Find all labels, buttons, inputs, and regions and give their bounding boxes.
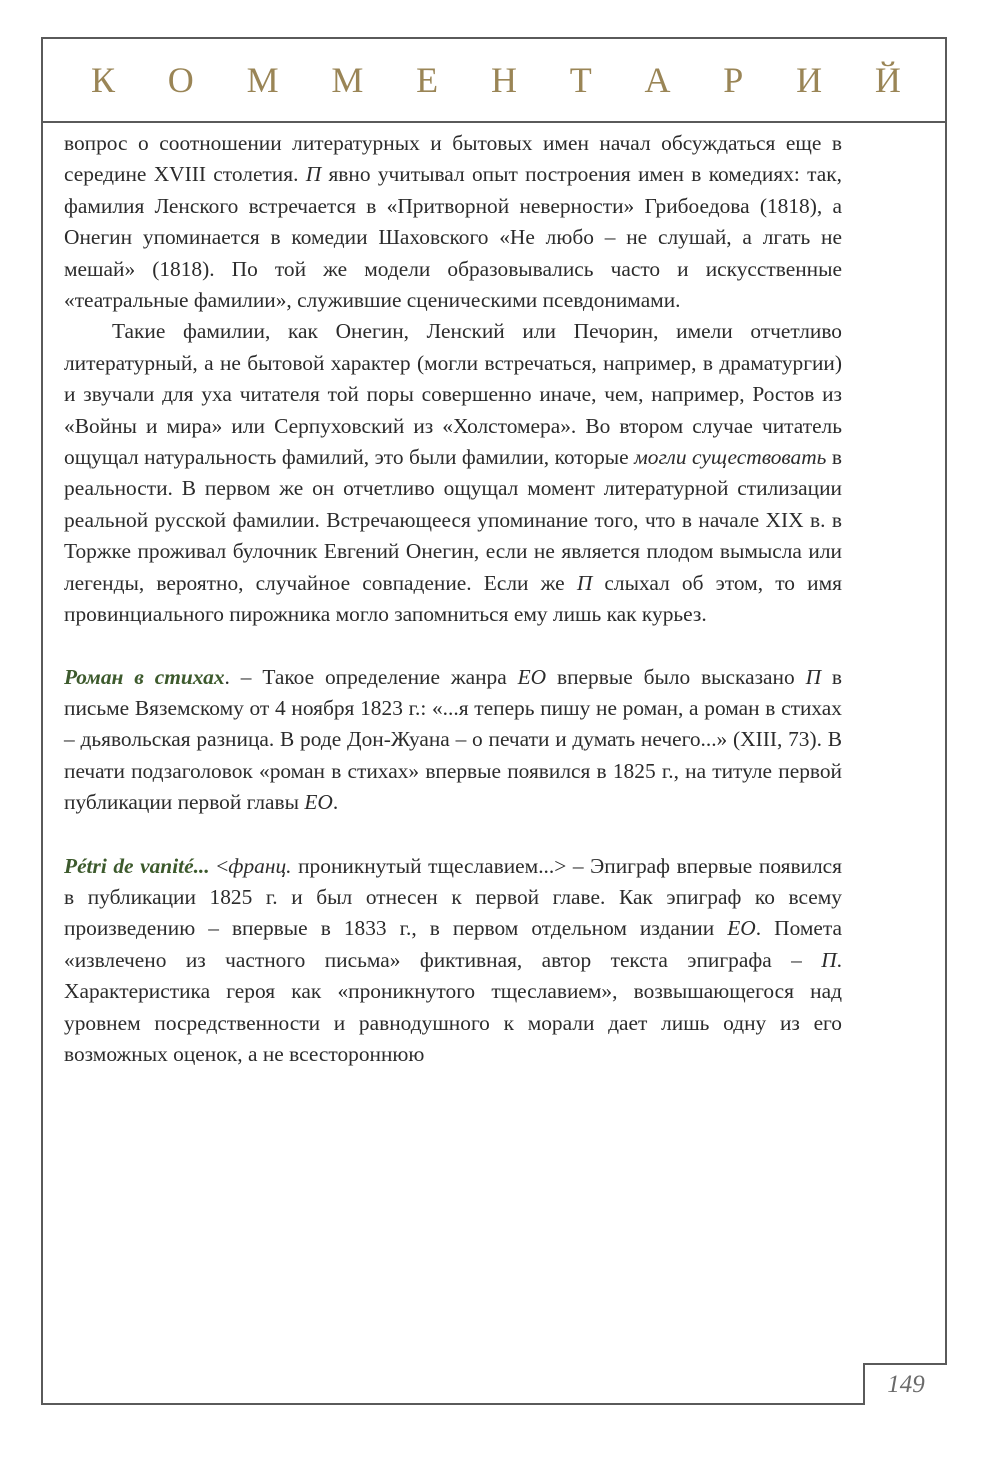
text-run: Такие фамилии, как Онегин, Ленский или Печорин, имели отчетливо литературный, а не бытовой характер (могли встречаться, например, в драматургии) и звучали для уха читателя той поры совершенно иначе, чем, например, Ростов из «Войны и мира» или Серпуховский из «Холстомера». Во втором случае читатель ощущал натуральность фамилий, это были фамилии, которые	[64, 319, 842, 470]
page-number-box	[863, 1363, 947, 1405]
header-letter-8: А	[644, 60, 671, 100]
entry-term: Pétri de vanité...	[64, 853, 210, 878]
author-abbrev: П	[305, 162, 322, 187]
text-run: впервые было высказано	[546, 664, 806, 689]
italic-phrase: могли существовать	[634, 445, 827, 470]
text-run: в письме Вяземскому от 4 ноября 1823 г.: «...я теперь пишу не роман, а роман в стихах – дьявольская разница. В роде Дон-Жуана – о печати и думать нечего...» (XIII, 73). В печати подзаголовок «роман в стихах» впервые появился в 1825 г., на титуле первой публикации первой главы	[64, 664, 842, 815]
header-letter-5: Е	[416, 60, 439, 100]
paragraph-1	[64, 128, 842, 316]
language-note: франц.	[228, 853, 292, 878]
text-run: явно учитывал опыт построения имен в комедиях: так, фамилия Ленского встречается в «Притворной неверности» Грибоедова (1818), а Онегин упоминается в комедии Шаховского «Не любо – не слушай, а лгать не мешай» (1818). По той же модели образовывались часто и искусственные «театральные фамилии», служившие сценическими псевдонимами.	[64, 162, 842, 313]
header-letter-1: К	[91, 60, 116, 100]
page-number: 149	[887, 1371, 925, 1398]
header-letter-3: М	[246, 60, 279, 100]
text-run: слыхал об этом, то имя провинциального пирожника могло запомниться ему лишь как курьез.	[64, 570, 842, 627]
text-run: . Характеристика героя как «проникнутого тщеславием», возвышающегося над уровнем посредственности и равнодушного к морали дает лишь одну из его возможных оценок, а не всестороннюю	[64, 947, 842, 1066]
header-letter-6: Н	[490, 60, 517, 100]
work-abbrev: ЕО	[517, 664, 547, 689]
body-text	[64, 128, 842, 1070]
text-run: .	[332, 790, 339, 815]
author-abbrev: П	[821, 947, 837, 972]
section-gap	[64, 631, 842, 662]
entry-petri-de-vanite	[64, 851, 842, 1071]
text-run: . Помета «извлечено из частного письма» фиктивная, автор текста эпиграфа –	[64, 916, 842, 972]
text-run: проникнутый тщеславием...> – Эпиграф впервые появился в публикации 1825 г. и был отнесен к первой главе. Как эпиграф ко всему произведению – впервые в 1833 г., в первом отдельном издании	[64, 853, 842, 941]
work-abbrev: ЕО	[727, 916, 756, 941]
author-abbrev: П	[576, 570, 593, 595]
work-abbrev: ЕО	[304, 790, 333, 815]
paragraph-2	[64, 316, 842, 630]
text-run: . – Такое определение жанра	[224, 664, 518, 689]
header-letter-4: М	[331, 60, 364, 100]
header-letter-9: Р	[723, 60, 744, 100]
running-header	[43, 39, 945, 123]
header-letter-2: О	[167, 60, 194, 100]
section-gap	[64, 819, 842, 851]
header-letter-11: Й	[874, 60, 901, 100]
text-run: <	[209, 853, 229, 878]
text-run: в реальности. В первом же он отчетливо ощущал момент литературной стилизации реальной русской фамилии. Встречающееся упоминание того, что в начале XIX в. в Торжке проживал булочник Евгений Онегин, если не является плодом вымысла или легенды, вероятно, случайное совпадение. Если же	[64, 445, 842, 595]
header-letter-7: Т	[569, 60, 592, 100]
entry-roman-v-stikhakh	[64, 662, 842, 819]
header-letter-10: И	[796, 60, 823, 100]
text-run: вопрос о соотношении литературных и бытовых имен начал обсуждаться еще в середине XVIII столетия.	[64, 131, 842, 187]
entry-term: Роман в стихах	[64, 664, 225, 689]
author-abbrev: П	[805, 664, 822, 689]
